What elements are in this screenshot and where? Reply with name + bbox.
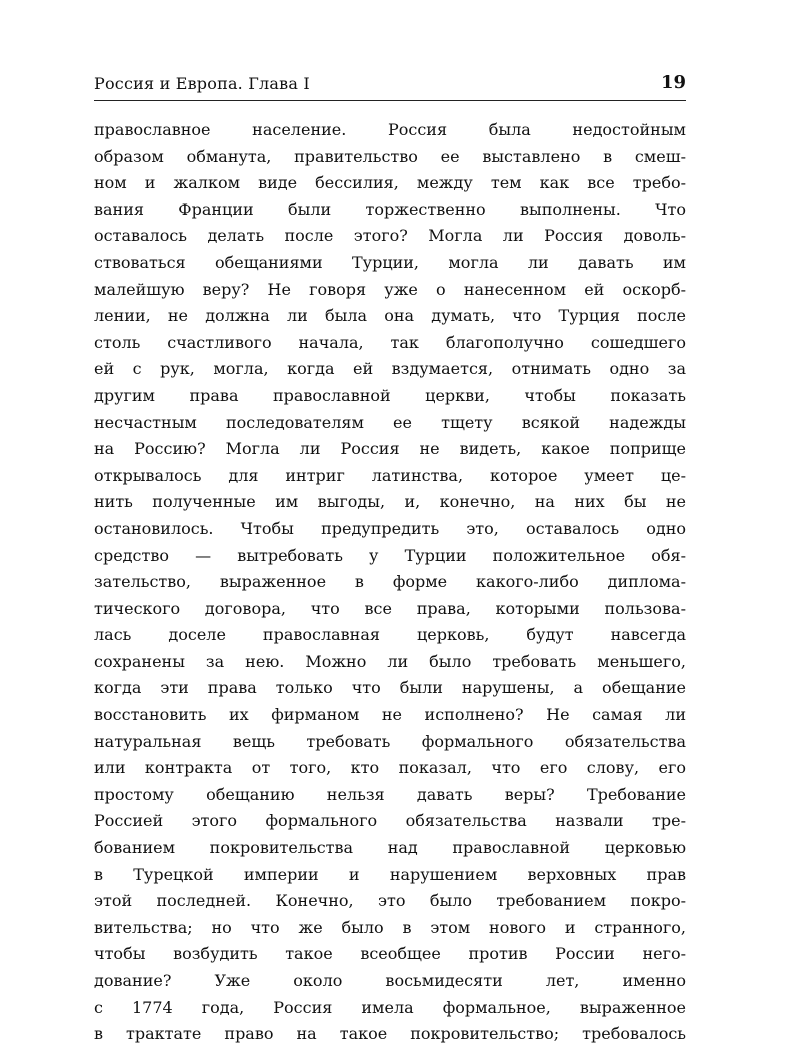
text-line: с 1774 года, Россия имела формальное, выраженное	[94, 997, 686, 1017]
text-line: остановилось. Чтобы предупредить это, оставалось одно	[94, 518, 686, 538]
text-line: в Турецкой империи и нарушением верховных прав	[94, 864, 686, 884]
text-line: натуральная вещь требовать формального обязательства	[94, 731, 686, 751]
body-text	[94, 117, 686, 1048]
text-line: ей с рук, могла, когда ей вздумается, отнимать одно за	[94, 359, 686, 379]
text-line: зательство, выраженное в форме какого-либо диплома-	[94, 572, 686, 592]
text-line: Россией этого формального обязательства назвали тре-	[94, 811, 686, 831]
text-line: другим права православной церкви, чтобы показать	[94, 385, 686, 405]
text-line: простому обещанию нельзя давать веры? Требование	[94, 784, 686, 804]
text-line: нить полученные им выгоды, и, конечно, на них бы не	[94, 492, 686, 512]
running-title: Россия и Европа. Глава I	[94, 74, 310, 93]
text-line: вительства; но что же было в этом нового и странного,	[94, 917, 686, 937]
text-line: этой последней. Конечно, это было требованием покро-	[94, 891, 686, 911]
text-line: восстановить их фирманом не исполнено? Не самая ли	[94, 705, 686, 725]
text-line: оставалось делать после этого? Могла ли Россия доволь-	[94, 226, 686, 246]
text-line: или контракта от того, кто показал, что его слову, его	[94, 758, 686, 778]
text-line: несчастным последователям ее тщету всякой надежды	[94, 412, 686, 432]
text-line: в трактате право на такое покровительство; требовалось	[94, 1024, 686, 1044]
page-number: 19	[660, 72, 686, 93]
text-line: вания Франции были торжественно выполнены. Что	[94, 199, 686, 219]
text-line: чтобы возбудить такое всеобщее против России него-	[94, 944, 686, 964]
text-line: малейшую веру? Не говоря уже о нанесенном ей оскорб-	[94, 279, 686, 299]
text-line: лении, не должна ли была она думать, что Турция после	[94, 306, 686, 326]
text-line: сохранены за нею. Можно ли было требовать меньшего,	[94, 651, 686, 671]
text-line: когда эти права только что были нарушены, а обещание	[94, 678, 686, 698]
text-line: тического договора, что все права, которыми пользова-	[94, 598, 686, 618]
text-line: открывалось для интриг латинства, которое умеет це-	[94, 465, 686, 485]
text-line: средство — вытребовать у Турции положительное обя-	[94, 545, 686, 565]
text-line: ном и жалком виде бессилия, между тем как все требо-	[94, 173, 686, 193]
text-line: образом обманута, правительство ее выставлено в смеш-	[94, 146, 686, 166]
text-line: на Россию? Могла ли Россия не видеть, какое поприще	[94, 439, 686, 459]
text-line: бованием покровительства над православной церковью	[94, 838, 686, 858]
text-line: дование? Уже около восьмидесяти лет, именно	[94, 971, 686, 990]
text-line: православное население. Россия была недостойным	[94, 120, 686, 139]
text-line: ствоваться обещаниями Турции, могла ли давать им	[94, 252, 686, 272]
running-header	[94, 66, 686, 101]
text-line: лась доселе православная церковь, будут навсегда	[94, 625, 686, 645]
text-line: столь счастливого начала, так благополучно сошедшего	[94, 332, 686, 352]
